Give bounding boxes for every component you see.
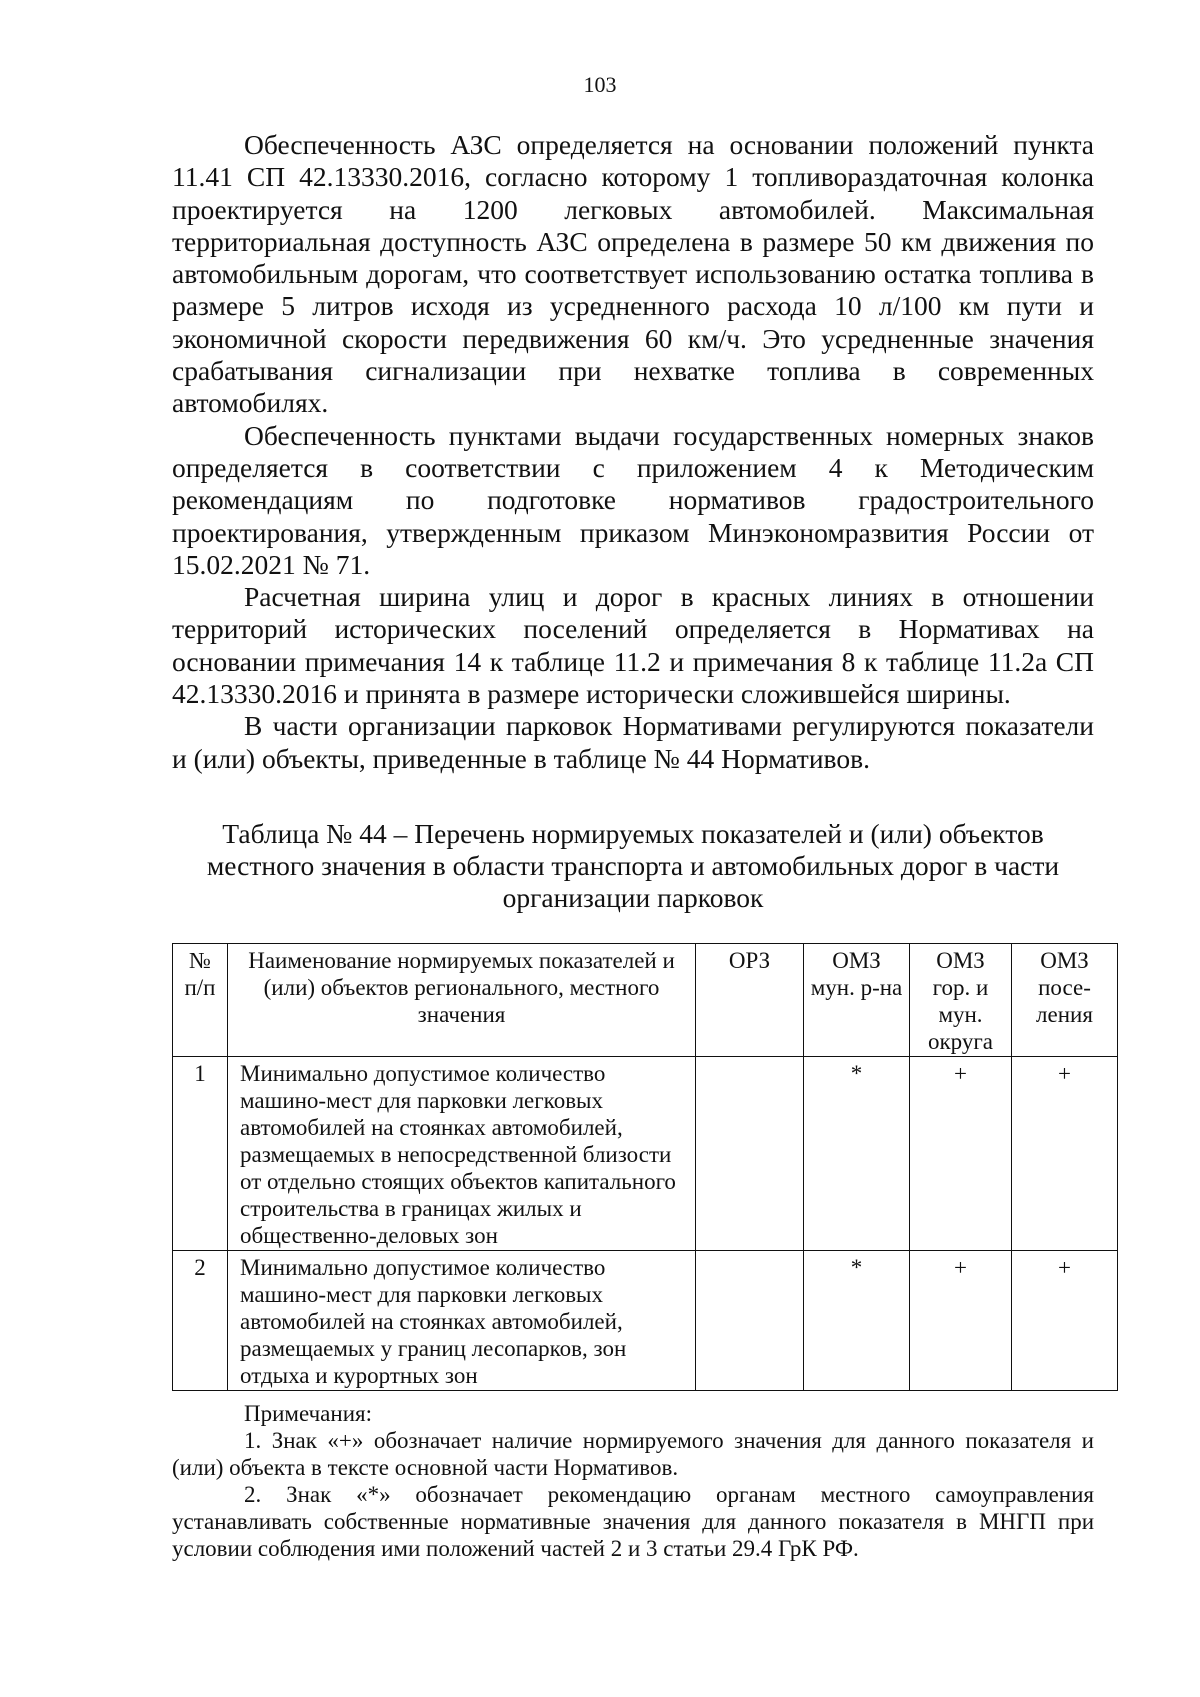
header-num: № п/п [173, 944, 228, 1057]
paragraph: В части организации парковок Нормативами регулируются показатели и (или) объекты, приведенные в таблице № 44 Нормативов. [172, 710, 1094, 774]
page-number: 103 [583, 72, 617, 97]
caption-line: местного значения в области транспорта и автомобильных дорог в части [206, 850, 1060, 881]
row-omz-gor: + [910, 1057, 1012, 1251]
header-omz-mun: ОМЗ мун. р-на [804, 944, 910, 1057]
header-omz-pos: ОМЗ посе-ления [1012, 944, 1118, 1057]
table-row [173, 1251, 1118, 1391]
row-orz [696, 1251, 804, 1391]
table-header-row [173, 944, 1118, 1057]
caption-line: организации парковок [502, 882, 764, 913]
paragraph: Расчетная ширина улиц и дорог в красных линиях в отношении территорий исторических поселений определяется в Нормативах на основании примечания 14 к таблице 11.2 и примечания 8 к таблице 11.2а СП 42.13330.2016 и принята в размере исторически сложившейся ширины. [172, 581, 1094, 710]
row-name: Минимально допустимое количество машино-мест для парковки легковых автомобилей на стоянках автомобилей, размещаемых в непосредственной близости от отдельно стоящих объектов капитального строительства в границах жилых и общественно-деловых зон [228, 1057, 696, 1251]
caption-line: Таблица № 44 – Перечень нормируемых показателей и (или) объектов [222, 818, 1044, 849]
header-orz: ОРЗ [696, 944, 804, 1057]
note-item: 1. Знак «+» обозначает наличие нормируемого значения для данного показателя и (или) объекта в тексте основной части Нормативов. [172, 1428, 1094, 1480]
row-name: Минимально допустимое количество машино-мест для парковки легковых автомобилей на стоянках автомобилей, размещаемых у границ лесопарков, зон отдыха и курортных зон [228, 1251, 696, 1391]
row-num: 1 [173, 1057, 228, 1251]
body-text [172, 129, 1094, 775]
notes-title: Примечания: [244, 1401, 372, 1426]
row-omz-pos: + [1012, 1251, 1118, 1391]
row-orz [696, 1057, 804, 1251]
header-omz-gor: ОМЗ гор. и мун. округа [910, 944, 1012, 1057]
row-omz-mun: * [804, 1057, 910, 1251]
row-omz-mun: * [804, 1251, 910, 1391]
header-name: Наименование нормируемых показателей и (или) объектов регионального, местного значения [228, 944, 696, 1057]
table-row [173, 1057, 1118, 1251]
row-omz-gor: + [910, 1251, 1012, 1391]
paragraph: Обеспеченность пунктами выдачи государственных номерных знаков определяется в соответствии с приложением 4 к Методическим рекомендациям по подготовке нормативов градостроительного проектирования, утвержденным приказом Минэкономразвития России от 15.02.2021 № 71. [172, 419, 1094, 580]
paragraph: Обеспеченность АЗС определяется на основании положений пункта 11.41 СП 42.13330.2016, согласно которому 1 топливораздаточная колонка проектируется на 1200 легковых автомобилей. Максимальная территориальная доступность АЗС определена в размере 50 км движения по автомобильным дорогам, что соответствует использованию остатка топлива в размере 5 литров исходя из усредненного расхода 10 л/100 км пути и экономичной скорости передвижения 60 км/ч. Это усредненные значения срабатывания сигнализации при нехватке топлива в современных автомобилях. [172, 129, 1094, 419]
norms-table [172, 943, 1118, 1391]
row-num: 2 [173, 1251, 228, 1391]
row-omz-pos: + [1012, 1057, 1118, 1251]
note-item: 2. Знак «*» обозначает рекомендацию органам местного самоуправления устанавливать собственные нормативные значения для данного показателя в МНГП при условии соблюдения ими положений частей 2 и 3 статьи 29.4 ГрК РФ. [172, 1482, 1094, 1561]
notes [172, 1400, 1094, 1562]
table-caption [172, 818, 1094, 914]
